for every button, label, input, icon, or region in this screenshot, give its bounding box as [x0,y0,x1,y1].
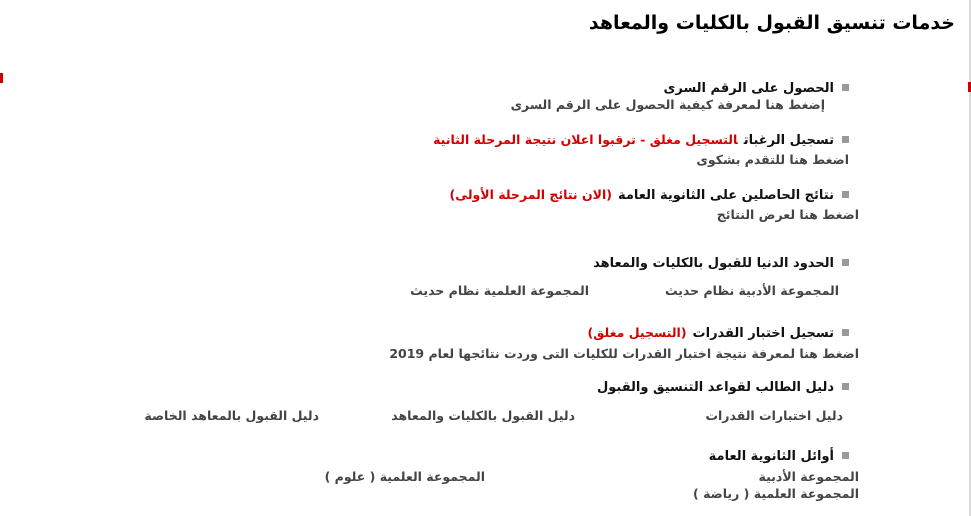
top-science-math-link[interactable]: المجموعة العلمية ( رياضة ) [693,486,859,501]
aptitude-results-link[interactable]: اضغط هنا لمعرفة نتيجة اختبار القدرات للكليات التى وردت نتائجها لعام 2019 [389,346,859,361]
guide-aptitude-link[interactable]: دليل اختبارات القدرات [705,408,843,423]
section-title-text: تسجيل الرغبات [743,133,834,148]
section-top-students-title [709,449,849,464]
section-title-text: دليل الطالب لقواعد التنسيق والقبول [596,380,834,395]
guide-colleges-link[interactable]: دليل القبول بالكليات والمعاهد [391,408,575,423]
top-science-sciences-link[interactable]: المجموعة العلمية ( علوم ) [324,469,485,484]
aptitude-closed-note: (التسجيل مغلق) [587,325,687,340]
square-bullet-icon [842,84,849,91]
left-edge-marker [0,73,3,83]
complaint-link[interactable]: اضغط هنا للتقدم بشكوى [696,152,849,167]
top-literary-link[interactable]: المجموعة الأدبية [758,469,859,484]
square-bullet-icon [842,259,849,266]
min-scores-science-link[interactable]: المجموعة العلمية نظام حديث [410,283,589,298]
section-title-text: نتائج الحاصلين على الثانوية العامة [617,188,834,203]
square-bullet-icon [842,329,849,336]
view-results-link[interactable]: اضغط هنا لعرض النتائج [716,207,859,222]
results-phase-note: (الان نتائج المرحلة الأولى) [449,187,612,202]
square-bullet-icon [842,452,849,459]
section-aptitude-title [588,325,849,341]
section-title-text: الحصول على الرقم السرى [663,81,834,96]
section-preferences-title [433,132,849,148]
registration-closed-note: التسجيل مغلق - ترقبوا اعلان نتيجة المرحلة الثانية [433,132,738,147]
min-scores-literary-link[interactable]: المجموعة الأدبية نظام حديث [664,283,839,298]
section-title-text: الحدود الدنيا للقبول بالكليات والمعاهد [593,256,834,271]
guide-private-institutes-link[interactable]: دليل القبول بالمعاهد الخاصة [144,408,319,423]
secret-number-link[interactable]: إضغط هنا لمعرفة كيفية الحصول على الرقم السرى [510,97,825,112]
section-results-title [449,187,849,203]
section-guide-title [597,380,849,395]
square-bullet-icon [842,191,849,198]
page-title: خدمات تنسيق القبول بالكليات والمعاهد [588,12,955,34]
section-secret-number-title [663,81,849,96]
section-title-text: أوائل الثانوية العامة [708,449,834,464]
section-title-text: تسجيل اختبار القدرات [692,326,834,341]
section-min-scores-title [593,256,849,271]
square-bullet-icon [842,136,849,143]
square-bullet-icon [842,383,849,390]
